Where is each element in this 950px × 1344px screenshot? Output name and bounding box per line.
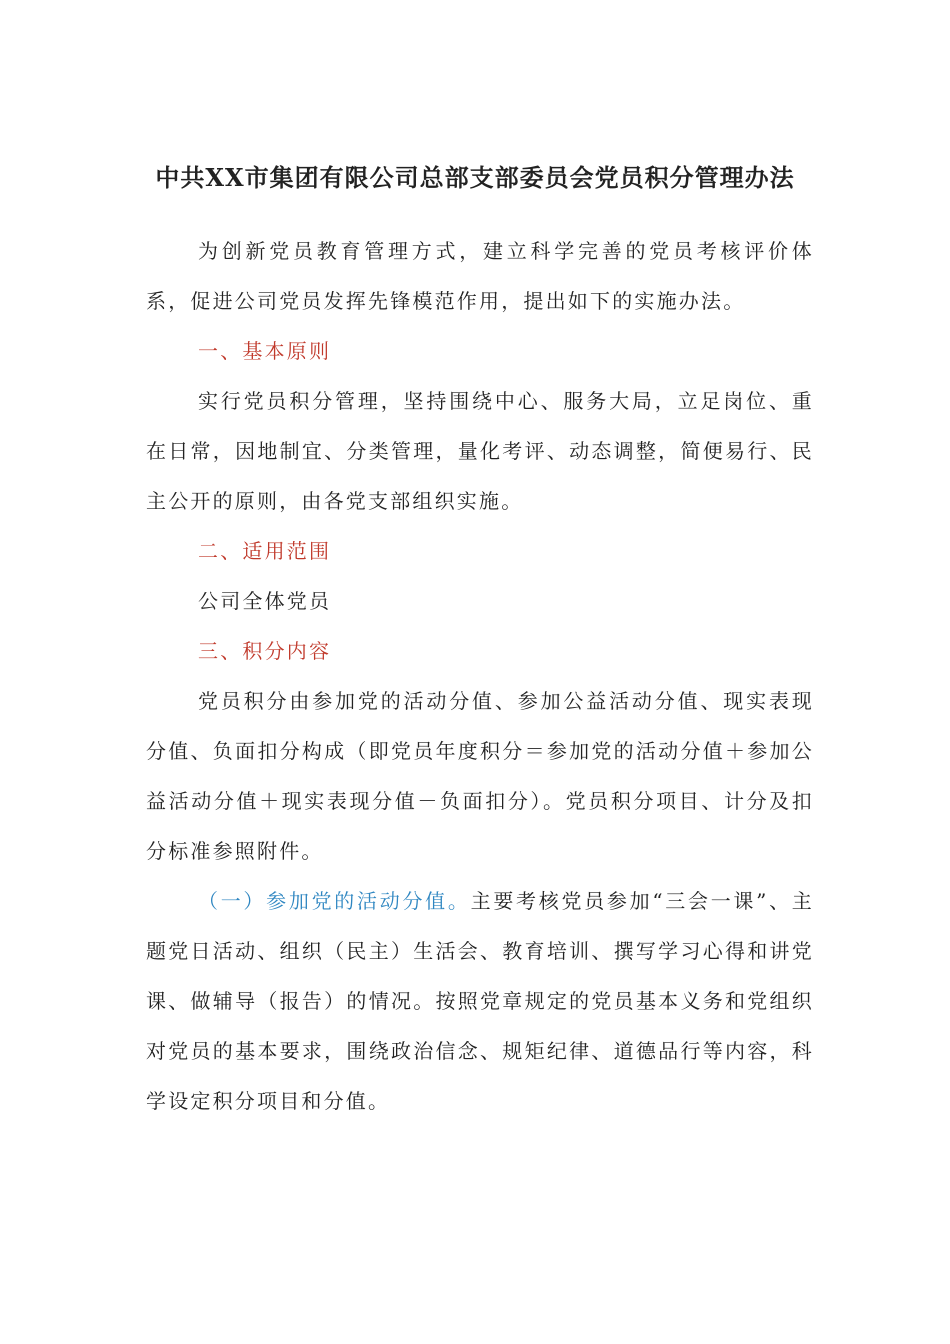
section-heading-principles: 一、基本原则 — [198, 339, 332, 363]
document-body — [146, 226, 814, 1126]
section-heading-content: 三、积分内容 — [198, 639, 332, 663]
intro-paragraph: 为创新党员教育管理方式，建立科学完善的党员考核评价体系，促进公司党员发挥先锋模范作用，提出如下的实施办法。 — [146, 239, 814, 313]
section-text-scope: 公司全体党员 — [198, 589, 332, 613]
section-heading-scope: 二、适用范围 — [198, 539, 332, 563]
subsection-paragraph — [146, 876, 814, 1126]
section-text-content: 党员积分由参加党的活动分值、参加公益活动分值、现实表现分值、负面扣分构成（即党员年度积分＝参加党的活动分值＋参加公益活动分值＋现实表现分值－负面扣分）。党员积分项目、计分及扣分标准参照附件。 — [146, 689, 814, 863]
subsection-label: （一）参加党的活动分值。 — [198, 889, 471, 913]
subsection-text: 主要考核党员参加“三会一课”、主题党日活动、组织（民主）生活会、教育培训、撰写学习心得和讲党课、做辅导（报告）的情况。按照党章规定的党员基本义务和党组织对党员的基本要求，围绕政治信念、规矩纪律、道德品行等内容，科学设定积分项目和分值。 — [146, 889, 815, 1113]
document-title: 中共XX市集团有限公司总部支部委员会党员积分管理办法 — [155, 163, 795, 192]
section-text-principles: 实行党员积分管理，坚持围绕中心、服务大局，立足岗位、重在日常，因地制宜、分类管理，量化考评、动态调整，简便易行、民主公开的原则，由各党支部组织实施。 — [146, 389, 814, 513]
